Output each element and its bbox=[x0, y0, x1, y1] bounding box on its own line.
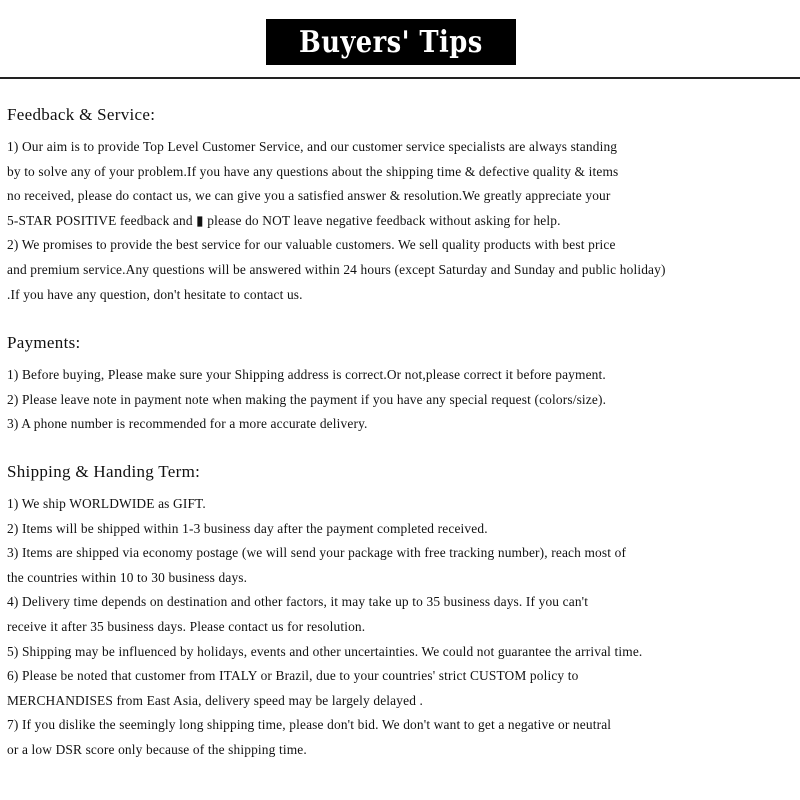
paragraph-line: 1) We ship WORLDWIDE as GIFT. bbox=[7, 496, 206, 511]
paragraph-line: receive it after 35 business days. Please contact us for resolution. bbox=[7, 618, 366, 634]
paragraph-line: .If you have any question, don't hesitate to contact us. bbox=[7, 286, 303, 302]
paragraph-line: 4) Delivery time depends on destination and other factors, it may take up to 35 business days. If you can't bbox=[7, 594, 589, 610]
paragraph-line: 3) Items are shipped via economy postage (we will send your package with free tracking number), reach most of bbox=[7, 545, 627, 561]
paragraph-line: 2) Items will be shipped within 1-3 business day after the payment completed received. bbox=[7, 520, 488, 536]
section-feedback-service bbox=[7, 105, 797, 307]
paragraph-line: the countries within 10 to 30 business days. bbox=[7, 569, 248, 585]
paragraph-line: 1) Before buying, Please make sure your Shipping address is correct.Or not,please correct it before payment. bbox=[7, 367, 606, 382]
header-divider bbox=[0, 77, 800, 79]
paragraph-line: no received, please do contact us, we can give you a satisfied answer & resolution.We greatly appreciate your bbox=[7, 188, 611, 204]
paragraph-line: 5) Shipping may be influenced by holidays, events and other uncertainties. We could not guarantee the arrival time. bbox=[7, 643, 643, 659]
section-shipping-terms bbox=[7, 462, 797, 763]
paragraph-line: 2) Please leave note in payment note when making the payment if you have any special request (colors/size). bbox=[7, 391, 607, 407]
paragraph-line: 5-STAR POSITIVE feedback and ▮ please do NOT leave negative feedback without asking for help. bbox=[7, 212, 561, 228]
paragraph-line: 3) A phone number is recommended for a more accurate delivery. bbox=[7, 416, 368, 432]
paragraph-line: 2) We promises to provide the best service for our valuable customers. We sell quality products with best price bbox=[7, 237, 616, 253]
paragraph-line: 6) Please be noted that customer from ITALY or Brazil, due to your countries' strict CUSTOM policy to bbox=[7, 668, 579, 684]
paragraph-line: and premium service.Any questions will be answered within 24 hours (except Saturday and Sunday and public holiday) bbox=[7, 261, 666, 277]
paragraph-line: or a low DSR score only because of the shipping time. bbox=[7, 741, 307, 757]
section-heading: Payments: bbox=[7, 333, 81, 352]
section-payments bbox=[7, 333, 797, 437]
paragraph-line: by to solve any of your problem.If you have any questions about the shipping time & defective quality & items bbox=[7, 163, 619, 179]
paragraph-line: 1) Our aim is to provide Top Level Customer Service, and our customer service specialists are always standing bbox=[7, 139, 618, 154]
paragraph-line: MERCHANDISES from East Asia, delivery speed may be largely delayed . bbox=[7, 692, 424, 708]
section-heading: Feedback & Service: bbox=[7, 105, 156, 124]
title-banner bbox=[266, 19, 516, 65]
page-title: Buyers' Tips bbox=[299, 24, 483, 60]
paragraph-line: 7) If you dislike the seemingly long shipping time, please don't bid. We don't want to get a negative or neutral bbox=[7, 717, 612, 733]
section-heading: Shipping & Handing Term: bbox=[7, 462, 201, 481]
